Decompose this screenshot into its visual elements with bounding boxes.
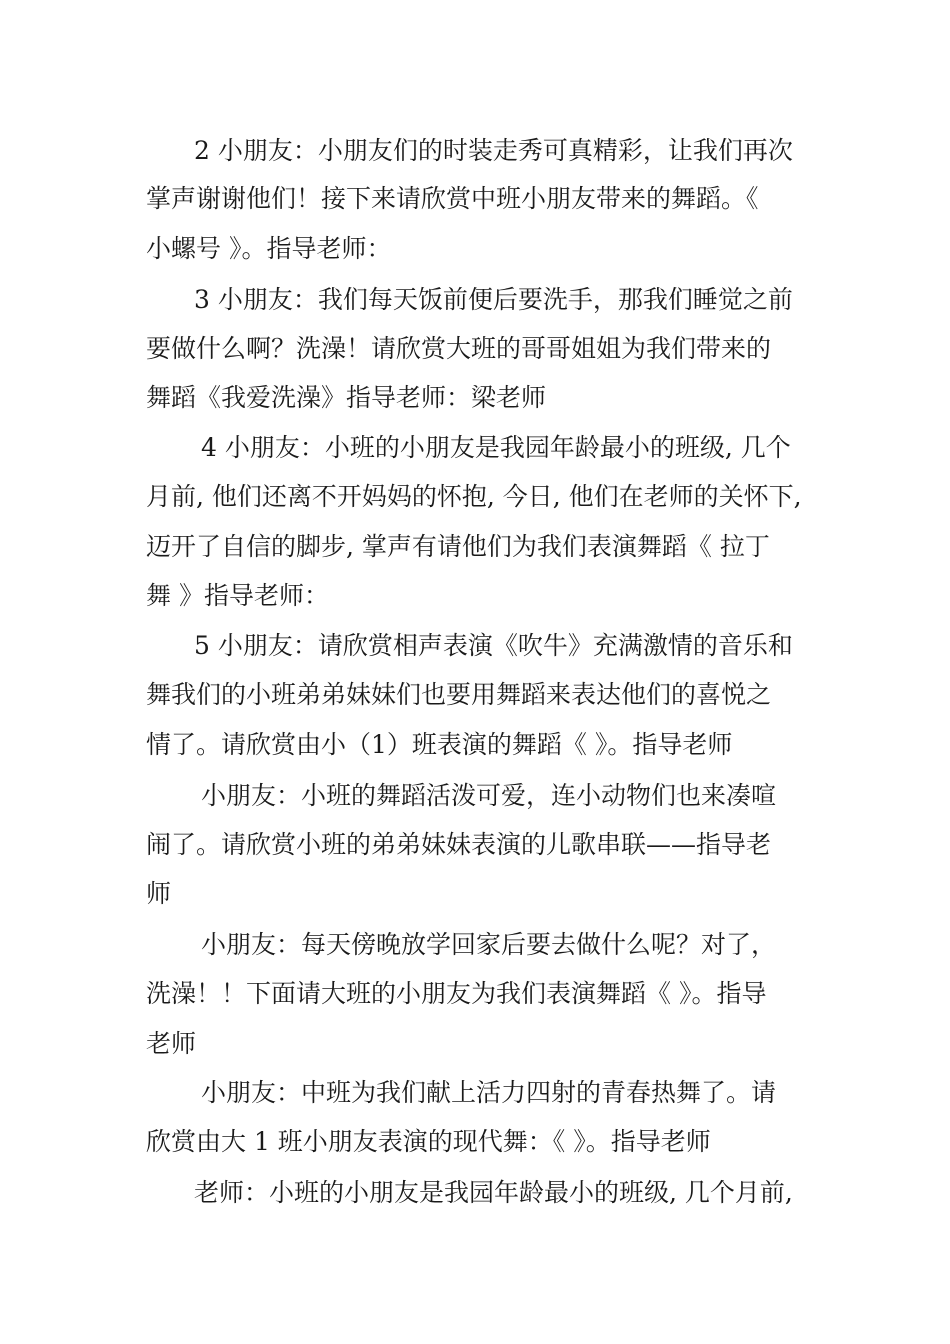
text-line: 掌声谢谢他们！接下来请欣赏中班小朋友带来的舞蹈。《	[146, 184, 759, 213]
text-line: 舞 》指导老师：	[146, 581, 329, 610]
text-line: 5 小朋友：请欣赏相声表演《吹牛》充满激情的音乐和	[194, 631, 793, 660]
text-line: 闹了。请欣赏小班的弟弟妹妹表演的儿歌串联——指导老	[146, 830, 772, 859]
text-line: 小朋友：每天傍晚放学回家后要去做什么呢？对了，	[201, 930, 777, 959]
text-line: 洗澡！！下面请大班的小朋友为我们表演舞蹈《 》。指导	[146, 979, 767, 1008]
text-line: 情了。请欣赏由小（1）班表演的舞蹈《 》。指导老师	[146, 730, 733, 759]
text-line: 3 小朋友：我们每天饭前便后要洗手，那我们睡觉之前	[194, 285, 793, 314]
text-line: 小朋友：小班的舞蹈活泼可爱，连小动物们也来凑喧	[201, 781, 777, 810]
text-line: 舞蹈《我爱洗澡》指导老师：梁老师	[146, 383, 547, 412]
text-line: 老师：小班的小朋友是我园年龄最小的班级, 几个月前,	[194, 1178, 793, 1207]
text-line: 舞我们的小班弟弟妹妹们也要用舞蹈来表达他们的喜悦之	[146, 680, 772, 709]
text-line: 要做什么啊？洗澡！请欣赏大班的哥哥姐姐为我们带来的	[146, 334, 772, 363]
text-line: 4 小朋友：小班的小朋友是我园年龄最小的班级, 几个	[201, 433, 791, 462]
text-line: 2 小朋友：小朋友们的时装走秀可真精彩，让我们再次	[194, 136, 793, 165]
text-line: 月前, 他们还离不开妈妈的怀抱, 今日, 他们在老师的关怀下,	[146, 482, 802, 511]
text-line: 师	[146, 879, 172, 908]
text-line: 小螺号 》。指导老师：	[146, 234, 392, 263]
text-line: 老师	[146, 1029, 197, 1058]
text-line: 小朋友：中班为我们献上活力四射的青春热舞了。请	[201, 1078, 777, 1107]
text-line: 迈开了自信的脚步, 掌声有请他们为我们表演舞蹈《 拉丁	[146, 532, 770, 561]
text-line: 欣赏由大 1 班小朋友表演的现代舞：《 》。指导老师	[146, 1127, 711, 1156]
